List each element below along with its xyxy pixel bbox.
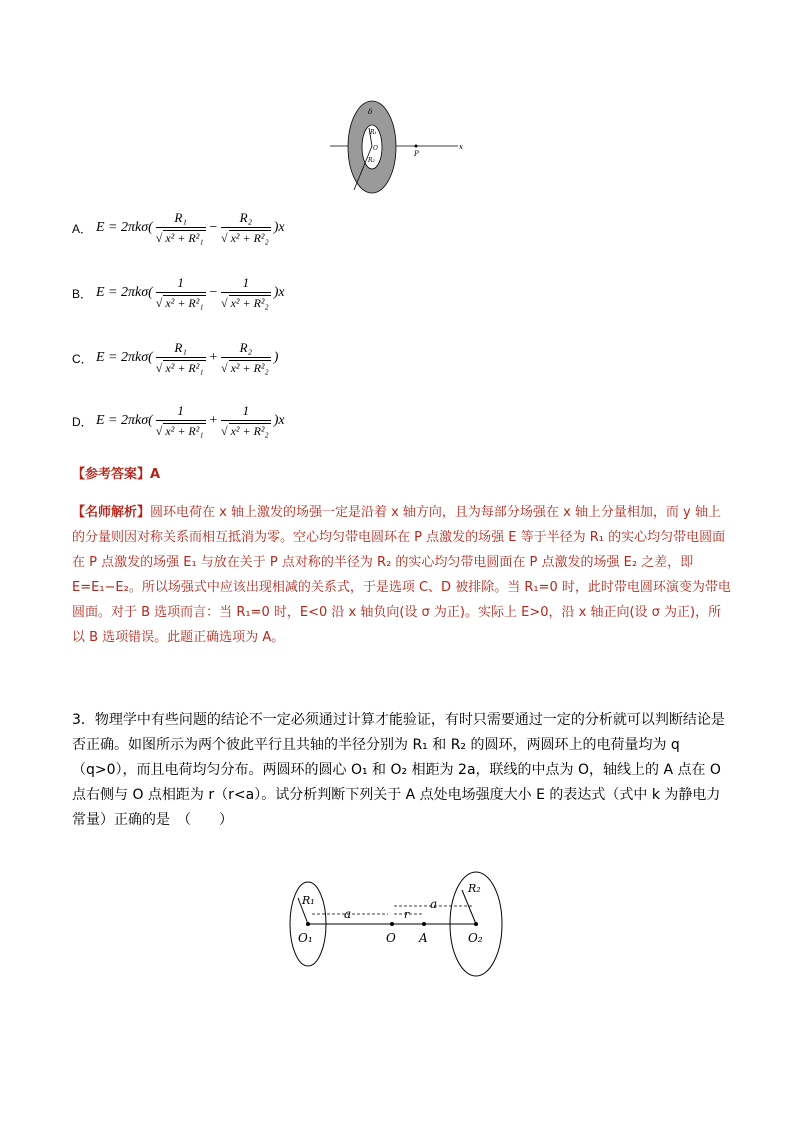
a-point-label: A (419, 931, 428, 945)
coaxial-rings-figure (284, 868, 512, 980)
a-left-label: a (344, 907, 352, 921)
formula-suffix: ) (273, 350, 279, 366)
option-letter: C． (72, 351, 93, 366)
formula-prefix: E = 2πkσ( (96, 413, 153, 429)
option-c[interactable] (72, 333, 278, 383)
denominator: √ x² + R²₂ (221, 420, 271, 439)
o1-label: O₁ (298, 931, 313, 945)
p-label: P (414, 150, 419, 158)
numerator: 1 (177, 403, 184, 418)
explanation-tag: 【名师解析】 (72, 505, 151, 520)
denominator: √ x² + R²₁ (156, 420, 206, 439)
fraction-1 (156, 403, 206, 439)
denominator: √ x² + R²₂ (221, 292, 271, 311)
a-right-label: a (430, 897, 438, 911)
annulus-figure (326, 100, 472, 196)
fraction-1 (156, 275, 206, 311)
point-o1 (306, 922, 310, 926)
o-label: O (373, 145, 378, 152)
denominator: √ x² + R²₁ (156, 227, 206, 246)
formula-prefix: E = 2πkσ( (96, 220, 153, 236)
fraction-1 (156, 210, 206, 246)
fraction-2 (221, 403, 271, 439)
point-a (422, 922, 426, 926)
denominator: √ x² + R²₁ (156, 292, 206, 311)
point-o (390, 922, 394, 926)
operator: + (208, 413, 218, 429)
operator: − (208, 285, 218, 301)
option-formula (96, 403, 285, 439)
denominator: √ x² + R²₂ (221, 357, 271, 376)
question-3-text: 3．物理学中有些问题的结论不一定必须通过计算才能验证，有时只需要通过一定的分析就可以判断结论是否正确。如图所示为两个彼此平行且共轴的半径分别为 R₁ 和 R₂ 的圆环，两圆环上的电荷量均为 q（q>0），而且电荷均匀分布。两圆环的圆心 O₁ 和 O₂ 相距为 2a，联线的中点为 O，轴线上的 A 点在 O 点右侧与 O 点相距为 r（r<a）。试分析判断下列关于 A 点处电场强度大小 E 的表达式（式中 k 为静电力常量）正确的是 （ ） (72, 712, 725, 828)
o-label: O (386, 931, 396, 945)
formula-suffix: )x (273, 413, 285, 429)
formula-suffix: )x (273, 220, 285, 236)
fraction-2 (221, 340, 271, 376)
option-formula (96, 340, 278, 376)
denominator: √ x² + R²₂ (221, 227, 271, 246)
x-label: x (459, 143, 463, 151)
delta-label: δ (368, 108, 373, 116)
option-b[interactable] (72, 268, 285, 318)
operator: + (208, 350, 218, 366)
operator: − (208, 220, 218, 236)
numerator: R₁ (174, 340, 187, 355)
option-formula (96, 275, 285, 311)
fraction-1 (156, 340, 206, 376)
numerator: 1 (242, 275, 250, 290)
explanation-body: 圆环电荷在 x 轴上激发的场强一定是沿着 x 轴方向，且为每部分场强在 x 轴上分量相加，而 y 轴上的分量则因对称关系而相互抵消为零。空心均匀带电圆环在 P 点激发的场强 E 等于半径为 R₁ 的实心均匀带电圆面在 P 点激发的场强 E₁ 与放在关于 P 点对称的半径为 R₂ 的实心均匀带电圆面在 P 点激发的场强 E₂ 之差，即 E=E₁−E₂。所以场强式中应该出现相减的关系式，于是选项 C、D 被排除。当 R₁=0 时，此时带电圆环演变为带电圆面。对于 B 选项而言：当 R₁=0 时，E<0 沿 x 轴负向(设 σ 为正)。实际上 E>0，沿 x 轴正向(设 σ 为正)，所以 B 选项错误。此题正确选项为 A。 (72, 505, 731, 645)
fraction-2 (221, 210, 271, 246)
r1-label: R₁ (302, 894, 315, 907)
r1-label: R₁ (370, 129, 377, 136)
formula-suffix: )x (273, 285, 285, 301)
formula-prefix: E = 2πkσ( (96, 350, 153, 366)
o2-label: O₂ (468, 931, 483, 945)
option-formula (96, 210, 285, 246)
radius-r2-line (462, 890, 476, 924)
option-letter: B． (72, 286, 93, 301)
option-a[interactable] (72, 203, 285, 253)
r2-label: R₂ (468, 882, 481, 895)
numerator: R₁ (174, 210, 187, 225)
numerator: 1 (177, 275, 184, 290)
reference-answer: 【参考答案】A (72, 467, 161, 482)
teacher-explanation (72, 500, 732, 650)
fraction-2 (221, 275, 271, 311)
denominator: √ x² + R²₁ (156, 357, 206, 376)
r-label: r (404, 908, 410, 921)
option-letter: D． (72, 414, 93, 429)
point-p (415, 145, 418, 148)
option-letter: A． (72, 221, 93, 236)
formula-prefix: E = 2πkσ( (96, 285, 153, 301)
r2-label: R₂ (368, 157, 375, 164)
numerator: R₂ (239, 340, 253, 355)
point-o2 (474, 922, 478, 926)
numerator: 1 (242, 403, 250, 418)
numerator: R₂ (239, 210, 253, 225)
option-d[interactable] (72, 396, 285, 446)
